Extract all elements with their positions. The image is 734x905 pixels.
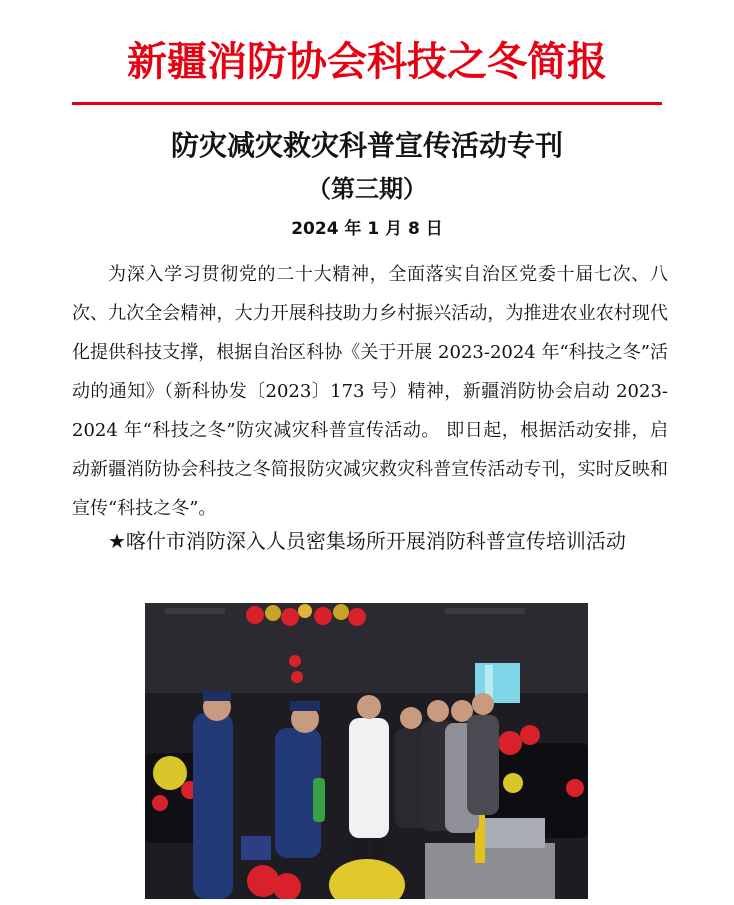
issue-number: （第三期）: [307, 175, 427, 203]
special-issue-subtitle: 防灾减灾救灾科普宣传活动专刊: [170, 129, 563, 162]
masthead-title: 新疆消防协会科技之冬简报: [127, 39, 607, 85]
issue-date: 2024 年 1 月 8 日: [291, 219, 443, 239]
event-photo: [145, 603, 588, 899]
article-body-paragraph: 为深入学习贯彻党的二十大精神，全面落实自治区党委十届七次、八次、九次全会精神，大力开展科技助力乡村振兴活动，为推进农业农村现代化提供科技支撑，根据自治区科协《关于开展 2023-2024 年“科技之冬”活动的通知》（新科协发〔2023〕173 号）精神，新疆消防协会启动 2023-2024 年“科技之冬”防灾减灾科普宣传活动。 即日起，根据活动安排，启动新疆消防协会科技之冬简报防灾减灾救灾科普宣传活动专刊，实时反映和宣传“科技之冬”。: [72, 264, 668, 519]
section-heading: ★喀什市消防深入人员密集场所开展消防科普宣传培训活动: [108, 529, 626, 553]
red-divider-rule: [72, 102, 662, 105]
